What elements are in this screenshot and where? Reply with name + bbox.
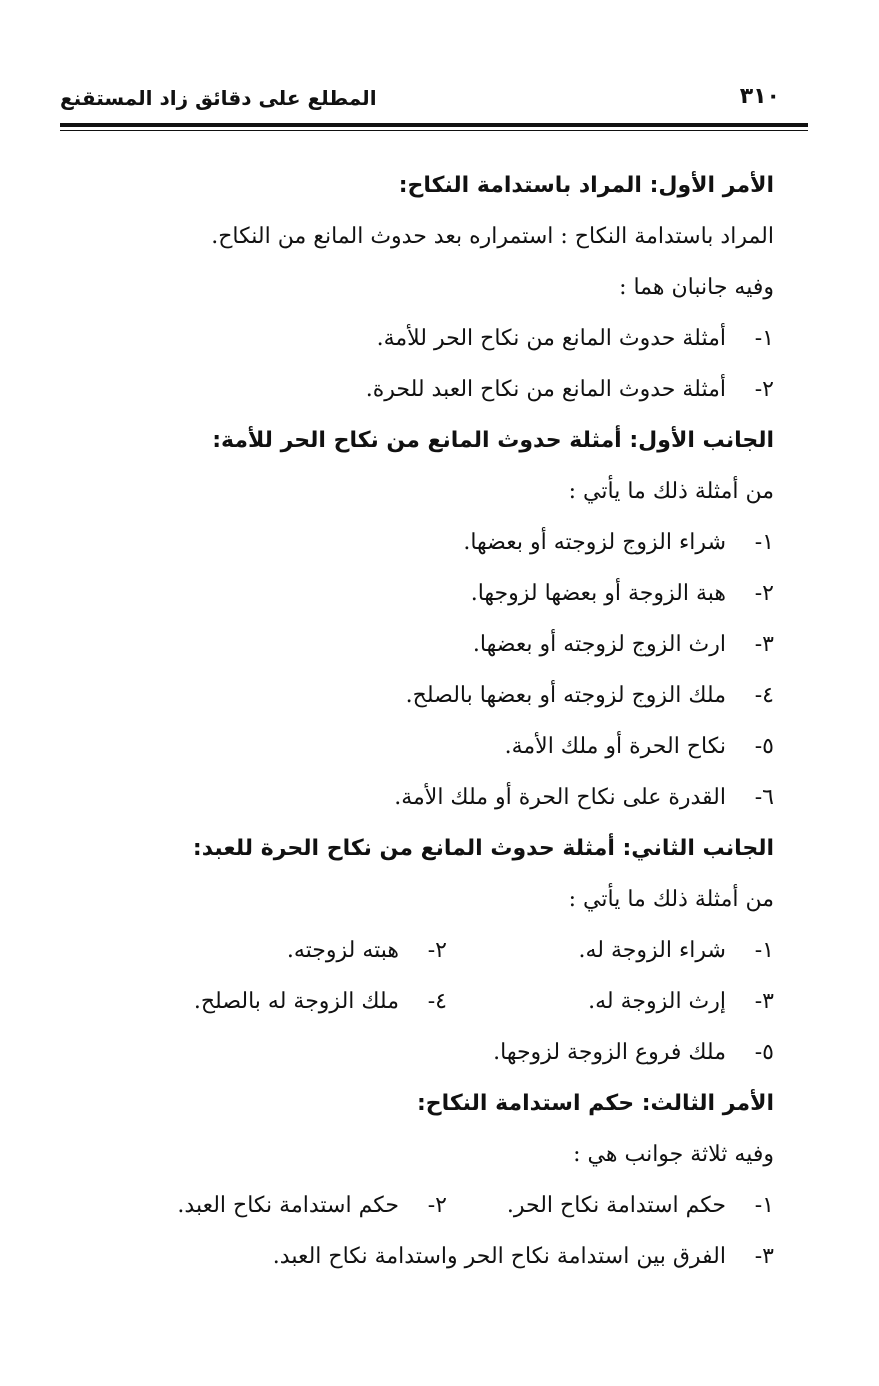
list-item xyxy=(120,619,774,670)
list-item xyxy=(120,364,774,415)
list-item xyxy=(120,313,774,364)
list-item-number: ٤- xyxy=(754,683,774,708)
paragraph-definition: المراد باستدامة النكاح : استمراره بعد حدوث المانع من النكاح. xyxy=(211,224,774,249)
section-heading-4: الأمر الثالث: حكم استدامة النكاح: xyxy=(416,1091,774,1116)
list-row xyxy=(120,1180,774,1231)
list-item-number: ١- xyxy=(754,938,774,963)
list-row xyxy=(120,925,774,976)
list-item-text: هبته لزوجته. xyxy=(286,938,399,963)
list-item xyxy=(120,721,774,772)
page-body xyxy=(120,160,774,1282)
header-rule-thin xyxy=(60,130,808,131)
list-item xyxy=(120,517,774,568)
paragraph-intro-2: من أمثلة ذلك ما يأتي : xyxy=(568,479,774,504)
list-item-number: ١- xyxy=(754,1193,774,1218)
running-header xyxy=(60,78,808,118)
list-item xyxy=(120,976,447,1027)
list-item-number: ٣- xyxy=(754,632,774,657)
list-item-text: حكم استدامة نكاح الحر. xyxy=(506,1193,726,1218)
list-item xyxy=(120,772,774,823)
list-item xyxy=(120,1027,774,1078)
paragraph-intro-1: وفيه جانبان هما : xyxy=(619,275,774,300)
list-item-number: ٢- xyxy=(754,377,774,402)
list-item xyxy=(120,1231,774,1282)
list-item-text: شراء الزوجة له. xyxy=(578,938,726,963)
page-number: ٣١٠ xyxy=(739,84,780,109)
list-item xyxy=(120,670,774,721)
list-item-text: ملك الزوجة له بالصلح. xyxy=(193,989,399,1014)
header-rule-thick xyxy=(60,123,808,127)
list-item-text: القدرة على نكاح الحرة أو ملك الأمة. xyxy=(394,785,726,810)
list-item-number: ١- xyxy=(754,326,774,351)
list-item-number: ٥- xyxy=(754,734,774,759)
list-item-number: ٤- xyxy=(427,989,447,1014)
list-item-text: إرث الزوجة له. xyxy=(588,989,726,1014)
list-item-number: ٥- xyxy=(754,1040,774,1065)
list-item-text: ملك الزوج لزوجته أو بعضها بالصلح. xyxy=(405,683,726,708)
list-row xyxy=(120,976,774,1027)
list-item xyxy=(120,1180,447,1231)
list-item-number: ٣- xyxy=(754,989,774,1014)
paragraph-intro-4: وفيه ثلاثة جوانب هي : xyxy=(573,1142,774,1167)
list-item-number: ١- xyxy=(754,530,774,555)
list-item-text: الفرق بين استدامة نكاح الحر واستدامة نكاح العبد. xyxy=(272,1244,726,1269)
list-item-number: ٢- xyxy=(427,938,447,963)
list-item-text: ارث الزوج لزوجته أو بعضها. xyxy=(472,632,726,657)
list-item-text: هبة الزوجة أو بعضها لزوجها. xyxy=(470,581,726,606)
list-item-text: حكم استدامة نكاح العبد. xyxy=(177,1193,399,1218)
list-item-number: ٢- xyxy=(427,1193,447,1218)
list-item-text: أمثلة حدوث المانع من نكاح العبد للحرة. xyxy=(365,377,726,402)
list-item-text: ملك فروع الزوجة لزوجها. xyxy=(493,1040,726,1065)
list-item-text: أمثلة حدوث المانع من نكاح الحر للأمة. xyxy=(376,326,726,351)
list-item xyxy=(120,568,774,619)
list-item-text: نكاح الحرة أو ملك الأمة. xyxy=(504,734,726,759)
list-item xyxy=(447,1180,774,1231)
list-item-number: ٢- xyxy=(754,581,774,606)
section-heading-2: الجانب الأول: أمثلة حدوث المانع من نكاح الحر للأمة: xyxy=(212,428,774,453)
list-item xyxy=(120,925,447,976)
list-item-text: شراء الزوج لزوجته أو بعضها. xyxy=(463,530,726,555)
section-heading-1: الأمر الأول: المراد باستدامة النكاح: xyxy=(398,173,774,198)
paragraph-intro-3: من أمثلة ذلك ما يأتي : xyxy=(568,887,774,912)
list-item-number: ٦- xyxy=(754,785,774,810)
book-title: المطلع على دقائق زاد المستقنع xyxy=(60,86,377,110)
list-item-number: ٣- xyxy=(754,1244,774,1269)
list-item xyxy=(447,925,774,976)
list-item xyxy=(447,976,774,1027)
section-heading-3: الجانب الثاني: أمثلة حدوث المانع من نكاح الحرة للعبد: xyxy=(192,836,774,861)
